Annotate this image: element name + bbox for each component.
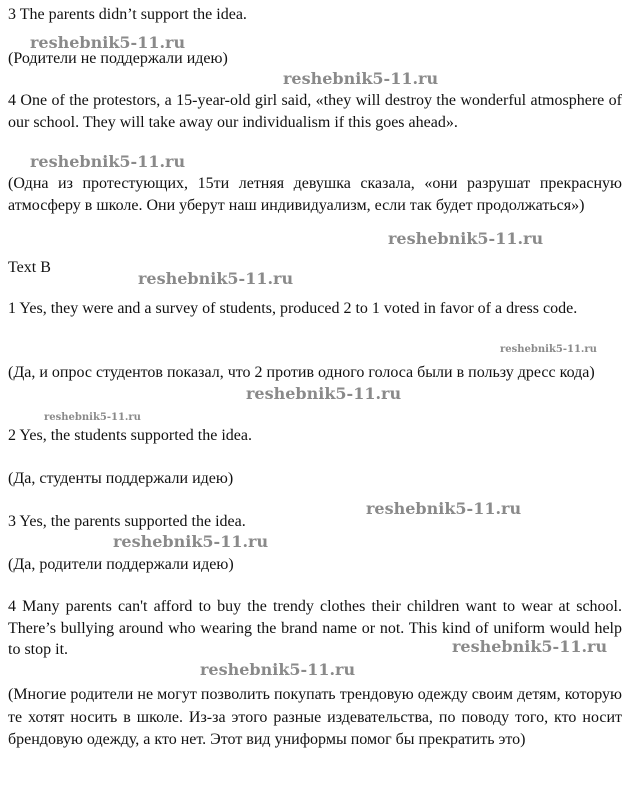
answer-b2-en: 2 Yes, the students supported the idea. — [8, 427, 252, 444]
answer-b4-en: 4 Many parents can't afford to buy the trendy clothes their children want to wear at school. There’s bullying around who wearing the brand name or not. This kind of uniform would help to stop it. — [8, 598, 622, 658]
watermark: reshebnik5-11.ru — [30, 33, 186, 52]
answer-b2-ru: (Да, студенты поддержали идею) — [8, 470, 234, 487]
answer-a3-ru: (Родители не поддержали идею) — [8, 50, 228, 67]
watermark: reshebnik5-11.ru — [366, 499, 522, 518]
section-b-title: Text B — [8, 259, 51, 276]
answer-a3-en: 3 The parents didn’t support the idea. — [8, 6, 247, 23]
watermark: reshebnik5-11.ru — [200, 660, 356, 679]
watermark: reshebnik5-11.ru — [113, 532, 269, 551]
watermark: reshebnik5-11.ru — [452, 637, 608, 656]
answer-b1-en: 1 Yes, they were and a survey of students, produced 2 to 1 voted in favor of a dress code. — [8, 300, 578, 317]
watermark: reshebnik5-11.ru — [138, 269, 294, 288]
watermark: reshebnik5-11.ru — [388, 229, 544, 248]
answer-a4-ru: (Одна из протестующих, 15ти летняя девушка сказала, «они разрушат прекрасную атмосферу в школе. Они уберут наш индивидуализм, если так будет продолжаться») — [8, 175, 622, 214]
answer-b4-ru: (Многие родители не могут позволить покупать трендовую одежду своим детям, которую те хотят носить в школе. Из-за этого разные издевательства, по поводу того, кто носит брендовую одежду, а кто нет. Этот вид униформы помог бы прекратить это) — [8, 686, 622, 748]
answer-b3-en: 3 Yes, the parents supported the idea. — [8, 513, 246, 530]
answer-a4-en: 4 One of the protestors, a 15-year-old girl said, «they will destroy the wonderful atmosphere of our school. They will take away our individualism if this goes ahead». — [8, 92, 622, 131]
watermark: reshebnik5-11.ru — [246, 384, 402, 403]
watermark: reshebnik5-11.ru — [500, 344, 597, 355]
answer-b1-ru: (Да, и опрос студентов показал, что 2 против одного голоса были в пользу дресс кода) — [8, 364, 595, 381]
watermark: reshebnik5-11.ru — [30, 152, 186, 171]
watermark: reshebnik5-11.ru — [283, 69, 439, 88]
watermark: reshebnik5-11.ru — [44, 412, 141, 423]
answer-b3-ru: (Да, родители поддержали идею) — [8, 556, 234, 573]
